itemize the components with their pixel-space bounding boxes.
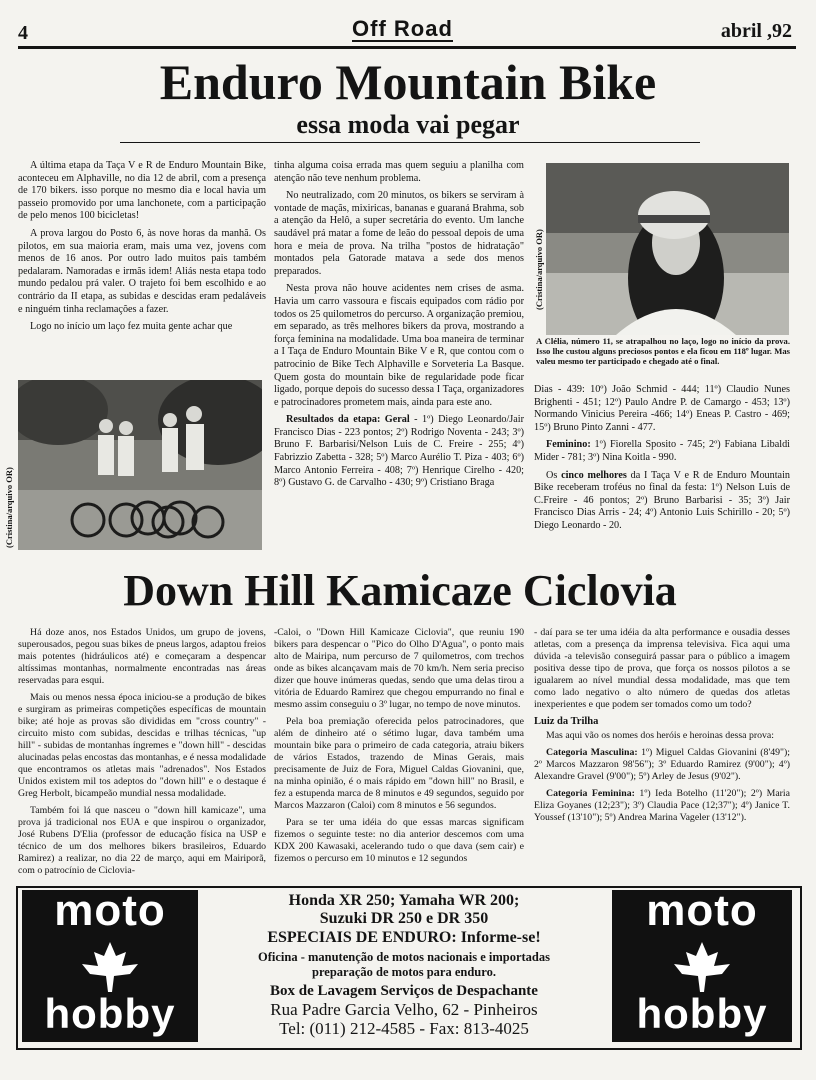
- author-signature: Luiz da Trilha: [534, 716, 599, 727]
- article2-title: Down Hill Kamicaze Ciclovia: [123, 566, 677, 615]
- page-number: 4: [18, 22, 28, 44]
- article2-column-1: [18, 627, 266, 882]
- moto-hobby-logo-left: [22, 890, 198, 1042]
- results-paragraph: [274, 414, 524, 490]
- ad-line: preparação de motos para enduro.: [312, 965, 496, 979]
- bikers-group-image: [18, 380, 262, 550]
- bikers-group-photo: [18, 380, 262, 550]
- paragraph: Mas aqui vão os nomes dos heróis e heroinas dessa prova:: [546, 730, 775, 741]
- masthead-logo: Off Road: [352, 16, 453, 41]
- clelia-portrait-photo: [546, 163, 789, 335]
- header-rule: [18, 46, 796, 49]
- paragraph: A prova largou do Posto 6, às nove horas da manhã. Os pilotos, em sua maioria eram, mais uma vez, jovens com menos de 16 anos. Por outro lado muitos pais também pedalaram. Namoradas e irmãs idem! Aliás nesta etapa todo mundo pedalou prá valer. O trajeto foi bem escolhido e ao contrário da II etapa, as subidas e descidas eram pedaláveis e ninguém tinha reclamações a fazer.: [18, 227, 266, 315]
- fem-results: 1º) Fiorella Sposito - 745; 2º) Fabiana Libaldi Mider - 781; 3º) Nina Koitla - 990.: [534, 439, 790, 463]
- paragraph: [534, 439, 790, 464]
- cinco-text: da I Taça V e R de Enduro Mountain Bike receberam troféus no final da festa: 1º) Nelson Luis de C.Freire - 46 pontos; 2º) Bruno Barbarisi - 35; 3º) Jair Francisco Dias Arris - 24; 4º) Antonio Luis Schirillo - 20; 5º) Diego Leonardo - 20.: [534, 469, 791, 531]
- ad-line: Oficina - manutenção de motos nacionais e importadas: [257, 950, 550, 964]
- masc-label: Categoria Masculina:: [546, 747, 638, 758]
- article-subtitle: essa moda vai pegar: [296, 110, 520, 139]
- ad-line: Suzuki DR 250 e DR 350: [319, 910, 489, 927]
- ad-line: Rua Padre Garcia Velho, 62 - Pinheiros: [270, 1000, 538, 1019]
- issue-date: abril ,92: [720, 20, 792, 42]
- paragraph: A última etapa da Taça V e R de Enduro Mountain Bike, aconteceu em Alphaville, no dia 12 de abril, com a presença de 170 bikers. isso porque no mesmo dia e local havia um passeio promovido por uma lanchonete, com a participação de pelo menos 100 bicicletas!: [18, 160, 266, 222]
- paragraph: Pela boa premiação oferecida pelos patrocinadores, que além de dinheiro até o sétimo lugar, dava também uma mountain bike para o primeiro de cada categoria, atraiu bikers de vários Estados, trazendo de Minas Gerais, mais precisamente de Juiz de Fora, Miguel Caldas Giovanini, que, na minha opinião, é o mais rápido em "down hill" no Brasil, e fez a estupenda marca de 8 minutos e 49 segundos, seguido por Marcos Mazzaron (Caloi) com 8 minutos e 56 segundos.: [274, 716, 524, 811]
- article2-column-2: [274, 627, 524, 870]
- article-title: Enduro Mountain Bike: [159, 54, 657, 110]
- fem-label: Categoria Feminina:: [546, 788, 635, 799]
- clelia-portrait-image: [546, 163, 789, 335]
- paragraph: Mais ou menos nessa época iniciou-se a produção de bikes e surgiram as primeiras competições específicas de mountain bike; até hoje as provas são divididas em "cross country" - circuito misto com subidas, descidas e trilhas técnicas, "up hill" - subidas de montanhas íngremes e "down hill" - descidas alucinadas pelas encostas das montanhas, e é nessa modalidade que encontramos os atletas mais "adrenados". Nos Estados Unidos existem mil tos adeptos do "down hill" e o destaque é Greg Herbolt, bicampeão mundial nessa modalidade.: [18, 692, 266, 799]
- fem-results: 1º) Ieda Botelho (11'20"); 2º) Maria Eliza Goyanes (12;23"); 3º) Claudia Pace (12;37"); 4º) Janice T. Youssef (13'10"); 5º) Andrea Marina Vageler (13'12").: [534, 788, 791, 823]
- paragraph: Também foi lá que nasceu o "down hill kamicaze", uma prova já tradicional nos EUA e que inspirou o organizador, José Rubens D'Elia (professor de educação física na USP e técnico de um dos melhores bikers brasileiros, Eduardo Ramirez) a realizar, no dia 22 de março, aqui em Mairiporã, com o patrocínio de Ciclovia-: [18, 805, 266, 876]
- cinco-label: cinco melhores: [561, 469, 627, 481]
- paragraph: Nesta prova não houve acidentes nem crises de asma. Havia um carro vassoura e fiscais equipados com rádio por todos os 25 quilometros do percurso. A organização premiou, em separado, as três melhores bikers da prova, mostrando a força feminina na modalidade. Uma boa maneira de terminar a I Taça de Enduro Mountain Bike V e R, que contou com o patrocinio de Bike Tech Alphaville e Sorveteria La Basque. Quem gosta do mountain bike de regularidade pode ficar ligado, porque depois do sucesso dessa I Taça, organizadores e patrocinadores prometem mais, ainda para este ano.: [274, 283, 524, 408]
- ad-line: ESPECIAIS DE ENDURO: Informe-se!: [267, 929, 541, 946]
- logo-word-top: moto: [54, 890, 166, 935]
- article1-column-1: [18, 160, 266, 339]
- cinco-pre: Os: [546, 469, 562, 481]
- maple-leaf-icon: [672, 942, 732, 992]
- moto-hobby-logo-right: [612, 890, 792, 1042]
- paragraph: -Caloi, o "Down Hill Kamicaze Ciclovia", que reuniu 190 bikers para despencar o "Pico do Olho D'Agua", o ponto mais alto de Mairipa, num percurso de 7 quilometros, com trechos onde as bikes alcançavam mais de 70 km/h. Nem seria preciso dizer que houve inúmeras quedas, sendo que uma delas tirou a vitória de Eduardo Ramirez que chegou empurrando no final e mesmo assim conseguiu o 3º lugar, no tempo de nove minutos.: [274, 627, 524, 710]
- ad-line: Honda XR 250; Yamaha WR 200;: [288, 892, 520, 909]
- logo-word-bottom: hobby: [44, 990, 176, 1037]
- logo-word-bottom: hobby: [636, 990, 768, 1037]
- results-label: Resultados da etapa: Geral: [286, 414, 410, 426]
- paragraph: No neutralizado, com 20 minutos, os bikers se serviram à vontade de maçãs, mixiricas, bananas e guaraná Brahma, sob a atenção da Helô, a super secretária do evento. Um lanche saudável prá matar a fome de leão do pessoal depois de uma hora e meia de prova. Na trilha "postos de hidratação" montados pela Gatorade matava a sede dos menos preparados.: [274, 190, 524, 277]
- results-text: - 1º) Diego Leonardo/Jair Francisco Dias - 223 pontos; 2º) Rodrigo Noventa - 243; 3º) Bruno F. Barbarisi/Nelson Luis de C. Freire - 255; 4º) Fabrizzio Zabetta - 328; 5º) Marco Aurélio T. Piza - 403; 6º) Marco Antonio Ferreira - 408; 7º) Henrique Cirelho - 420; 8º) Gustavo G. de Carvalho - 430; 9º) Cristiano Braga: [274, 414, 524, 489]
- paragraph: Para se ter uma idéia do que essas marcas significam fizemos o seguinte teste: no dia anterior descemos com uma KDX 200 Kawasaki, acelerando tudo o que dava (sem cair) e fizemos o percurso em 10 minutos e 12 segundos: [274, 817, 524, 864]
- ad-line: Box de Lavagem Serviços de Despachante: [270, 983, 538, 999]
- photo-credit: (Cristina/arquivo OR): [4, 467, 14, 548]
- subtitle-rule: [120, 142, 700, 143]
- paragraph: tinha alguma coisa errada mas quem seguiu a planilha com atenção não teve nenhum problema.: [274, 160, 524, 184]
- ad-text-block: [200, 892, 608, 1038]
- photo-credit: (Cristina/arquivo OR): [534, 229, 544, 310]
- ad-line: Tel: (011) 212-4585 - Fax: 813-4025: [279, 1019, 529, 1038]
- paragraph: Dias - 439: 10º) João Schmid - 444; 11º) Claudio Nunes Brighenti - 451; 12º) Paulo Andre P. de Camargo - 453; 13º) Normando Vinicius Pereira -466; 14º) Eneas P. Castro - 469; 15º) Bruno Pinto Zanni - 477.: [534, 384, 790, 433]
- maple-leaf-icon: [80, 942, 140, 992]
- paragraph: [534, 788, 790, 824]
- paragraph: Logo no início um laço fez muita gente achar que: [30, 321, 233, 333]
- paragraph: - daí para se ter uma idéia da alta performance e ousadia desses atletas, com a presença da imprensa televisiva. Fica aqui uma dúvida -a televisão conseguirá passar para o público a imagem positiva desse tipo de prova, que força os nossos pilotos a se igualarem ao nível mundial dessa modalidade, mas que tem como lado negativo o alto número de quedas dos atletas inexperientes e que podem ser tomados como um todo?: [534, 627, 790, 710]
- article2-column-3: [534, 627, 790, 829]
- masc-results: 1º) Miguel Caldas Giovanini (8'49"); 2º Marcos Mazzaron 98'56"); 3º Eduardo Ramirez (9'00"); 4º) Alexandre Gravel (9'00"); 5º) Arley de Jesus (9'02").: [534, 747, 790, 782]
- article1-column-3: [534, 384, 790, 538]
- logo-word-top: moto: [646, 890, 758, 935]
- paragraph: [534, 747, 790, 783]
- photo-caption: A Clélia, número 11, se atrapalhou no laço, logo no início da prova. Isso lhe custou alguns preciosos pontos e ela ficou em 118º lugar. Mas valeu mesmo ter participado e chegado até o final.: [536, 336, 790, 366]
- fem-label: Feminino:: [546, 439, 591, 451]
- paragraph: [534, 470, 790, 533]
- paragraph: Há doze anos, nos Estados Unidos, um grupo de jovens, superousados, pegou suas bikes de pneus largos, adaptou freios mais potentes (hidráulicos até) e começaram a despencar altíssimas montanhas, normalmente encontradas nas áreas reservadas para esqui.: [18, 627, 266, 686]
- article1-column-2: [274, 160, 524, 495]
